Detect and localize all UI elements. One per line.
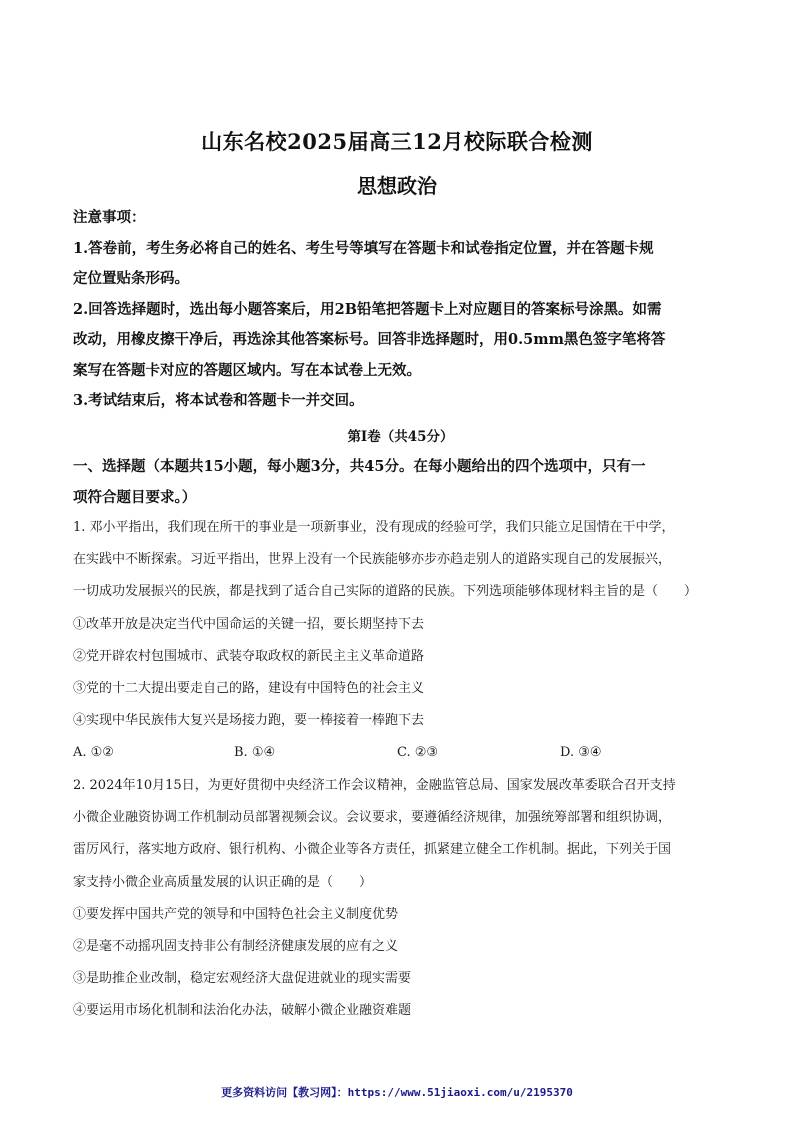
statement: ②党开辟农村包围城市、武装夺取政权的新民主主义革命道路 [73, 648, 425, 664]
notice-section [73, 203, 728, 417]
question-1 [73, 512, 728, 769]
section-heading-line: 项符合题目要求。） [73, 488, 197, 506]
statement: ②是毫不动摇巩固支持非公有制经济健康发展的应有之义 [73, 939, 399, 955]
answer-options [73, 737, 728, 769]
option-b: B. ①④ [234, 745, 276, 761]
option-a: A. ①② [73, 745, 114, 761]
notice-line: 2.回答选择题时，选出每小题答案后，用2B铅笔把答题卡上对应题目的答案标号涂黑。如需 [73, 300, 662, 318]
statement: ④要运用市场化机制和法治化办法，破解小微企业融资难题 [73, 1003, 412, 1019]
question-stem-line: 小微企业融资协调工作机制动员部署视频会议。会议要求，要遵循经济规律，加强统筹部署和组织协调， [73, 810, 672, 826]
question-2 [73, 770, 728, 1028]
section-heading-line: 一、选择题（本题共15小题，每小题3分，共45分。在每小题给出的四个选项中，只有一 [73, 458, 646, 475]
question-stem-line: 雷厉风行，落实地方政府、银行机构、小微企业等各方责任，抓紧建立健全工作机制。据此，下列关于国 [73, 842, 672, 858]
question-stem-line: 1. 邓小平指出，我们现在所干的事业是一项新事业，没有现成的经验可学，我们只能立足国情在干中学， [73, 520, 675, 535]
footer-link[interactable]: 更多资料访问【教习网】：https://www.51jiaoxi.com/u/2195370 [221, 1086, 573, 1099]
notice-line: 定位置贴条形码。 [73, 270, 189, 287]
statement: ③党的十二大提出要走自己的路，建设有中国特色的社会主义 [73, 681, 425, 697]
notice-line: 3.考试结束后，将本试卷和答题卡一并交回。 [73, 392, 364, 409]
question-stem-line: 一切成功发展振兴的民族，都是找到了适合自己实际的道路的民族。下列选项能够体现材料主旨的是（ ） [73, 584, 698, 600]
notice-line: 案写在答题卡对应的答题区域内。写在本试卷上无效。 [73, 361, 421, 379]
option-d: D. ③④ [560, 745, 602, 761]
volume-heading: 第Ⅰ卷（共45分） [347, 429, 454, 445]
statement: ①要发挥中国共产党的领导和中国特色社会主义制度优势 [73, 906, 399, 922]
notice-heading: 注意事项： [73, 209, 146, 226]
question-stem-line: 2. 2024年10月15日，为更好贯彻中央经济工作会议精神，金融监管总局、国家发展改革委联合召开支持 [73, 778, 676, 793]
question-stem-line: 家支持小微企业高质量发展的认识正确的是（ ） [73, 874, 373, 890]
statement: ①改革开放是决定当代中国命运的关键一招，要长期坚持下去 [73, 616, 425, 632]
subject-title: 思想政治 [357, 174, 437, 198]
statement: ③是助推企业改制，稳定宏观经济大盘促进就业的现实需要 [73, 971, 412, 987]
question-stem-line: 在实践中不断探索。习近平指出，世界上没有一个民族能够亦步亦趋走别人的道路实现自己的发展振兴， [73, 552, 672, 568]
statement: ④实现中华民族伟大复兴是场接力跑，要一棒接着一棒跑下去 [73, 713, 425, 729]
exam-title: 山东名校2025届高三12月校际联合检测 [201, 129, 593, 154]
section-heading [73, 452, 728, 513]
option-c: C. ②③ [397, 745, 439, 761]
notice-line: 1.答卷前，考生务必将自己的姓名、考生号等填写在答题卡和试卷指定位置，并在答题卡规 [73, 239, 654, 257]
notice-line: 改动，用橡皮擦干净后，再选涂其他答案标号。回答非选择题时，用0.5mm黑色签字笔将答 [73, 331, 666, 348]
